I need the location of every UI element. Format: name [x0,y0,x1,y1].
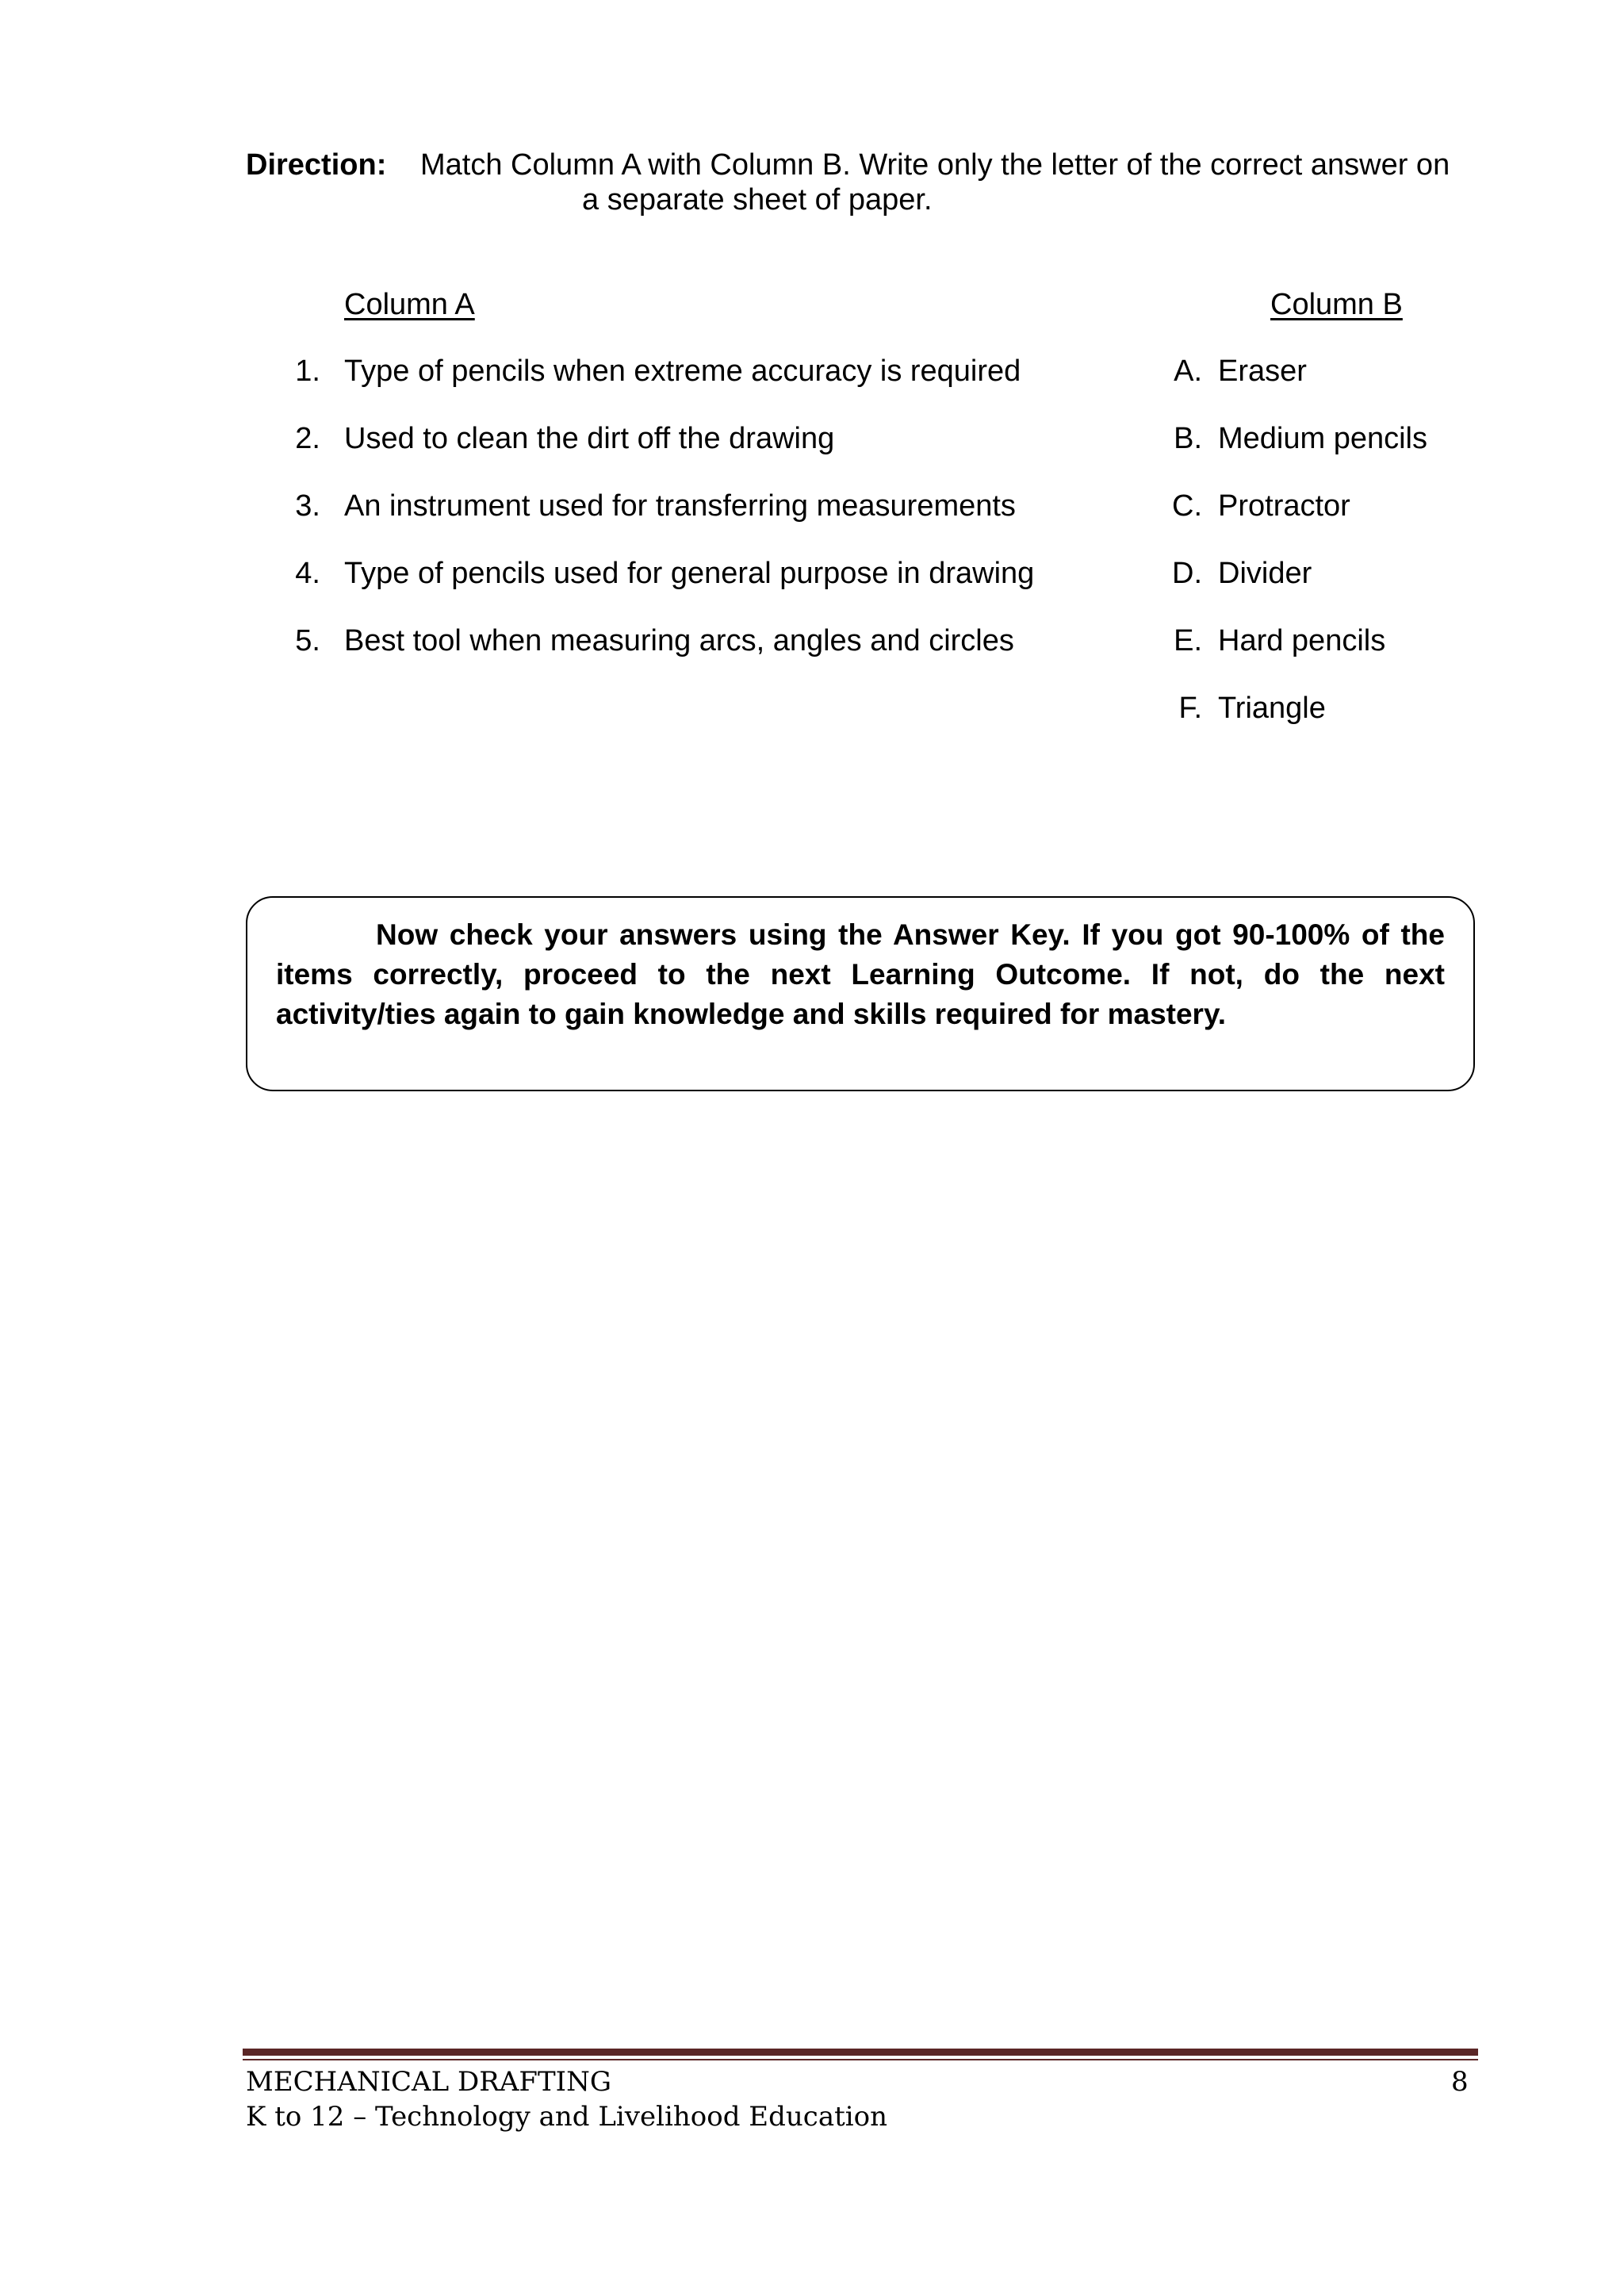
footer-rule-thick [243,2049,1478,2056]
column-b-item-text: Eraser [1218,355,1307,388]
column-b-item-letter: F. [1178,692,1202,725]
footer-title: MECHANICAL DRAFTING [246,2066,612,2098]
column-b-item-text: Triangle [1218,692,1326,725]
column-a-heading: Column A [344,288,475,321]
column-a-item-text: Used to clean the dirt off the drawing [344,422,835,455]
column-b-item-letter: A. [1174,355,1202,388]
column-a-item-number: 3. [295,489,320,523]
footer-subtitle: K to 12 – Technology and Livelihood Education [246,2101,887,2133]
column-a-item-text: Best tool when measuring arcs, angles and circles [344,624,1014,657]
column-b-item-letter: D. [1172,557,1202,590]
column-b-item-text: Divider [1218,557,1312,590]
column-a-item-text: An instrument used for transferring measurements [344,489,1016,523]
column-b-item-text: Hard pencils [1218,624,1386,657]
column-b-heading: Column B [1270,288,1403,321]
column-a-item-number: 2. [295,422,320,455]
column-b-item-text: Medium pencils [1218,422,1427,455]
footer-rule-thin [243,2059,1478,2060]
column-b-item-text: Protractor [1218,489,1350,523]
direction-text-line-2: a separate sheet of paper. [582,183,933,217]
direction-text-line-1: Match Column A with Column B. Write only the letter of the correct answer on [420,148,1450,182]
column-a-item-text: Type of pencils used for general purpose in drawing [344,557,1035,590]
direction-label: Direction: [246,148,387,182]
column-a-item-number: 1. [295,355,320,388]
column-a-item-number: 5. [295,624,320,657]
column-a-item-text: Type of pencils when extreme accuracy is required [344,355,1021,388]
column-b-item-letter: C. [1172,489,1202,523]
page-number: 8 [1451,2066,1469,2098]
answer-key-note-box [246,896,1475,1091]
column-b-item-letter: E. [1174,624,1202,657]
column-a-item-number: 4. [295,557,320,590]
answer-key-note-text: Now check your answers using the Answer Key. If you got 90-100% of the items correctly, proceed to the next Learning Outcome. If not, do the next activity/ties again to gain knowledge and skills required for mastery. [276,918,1445,1030]
column-b-item-letter: B. [1174,422,1202,455]
